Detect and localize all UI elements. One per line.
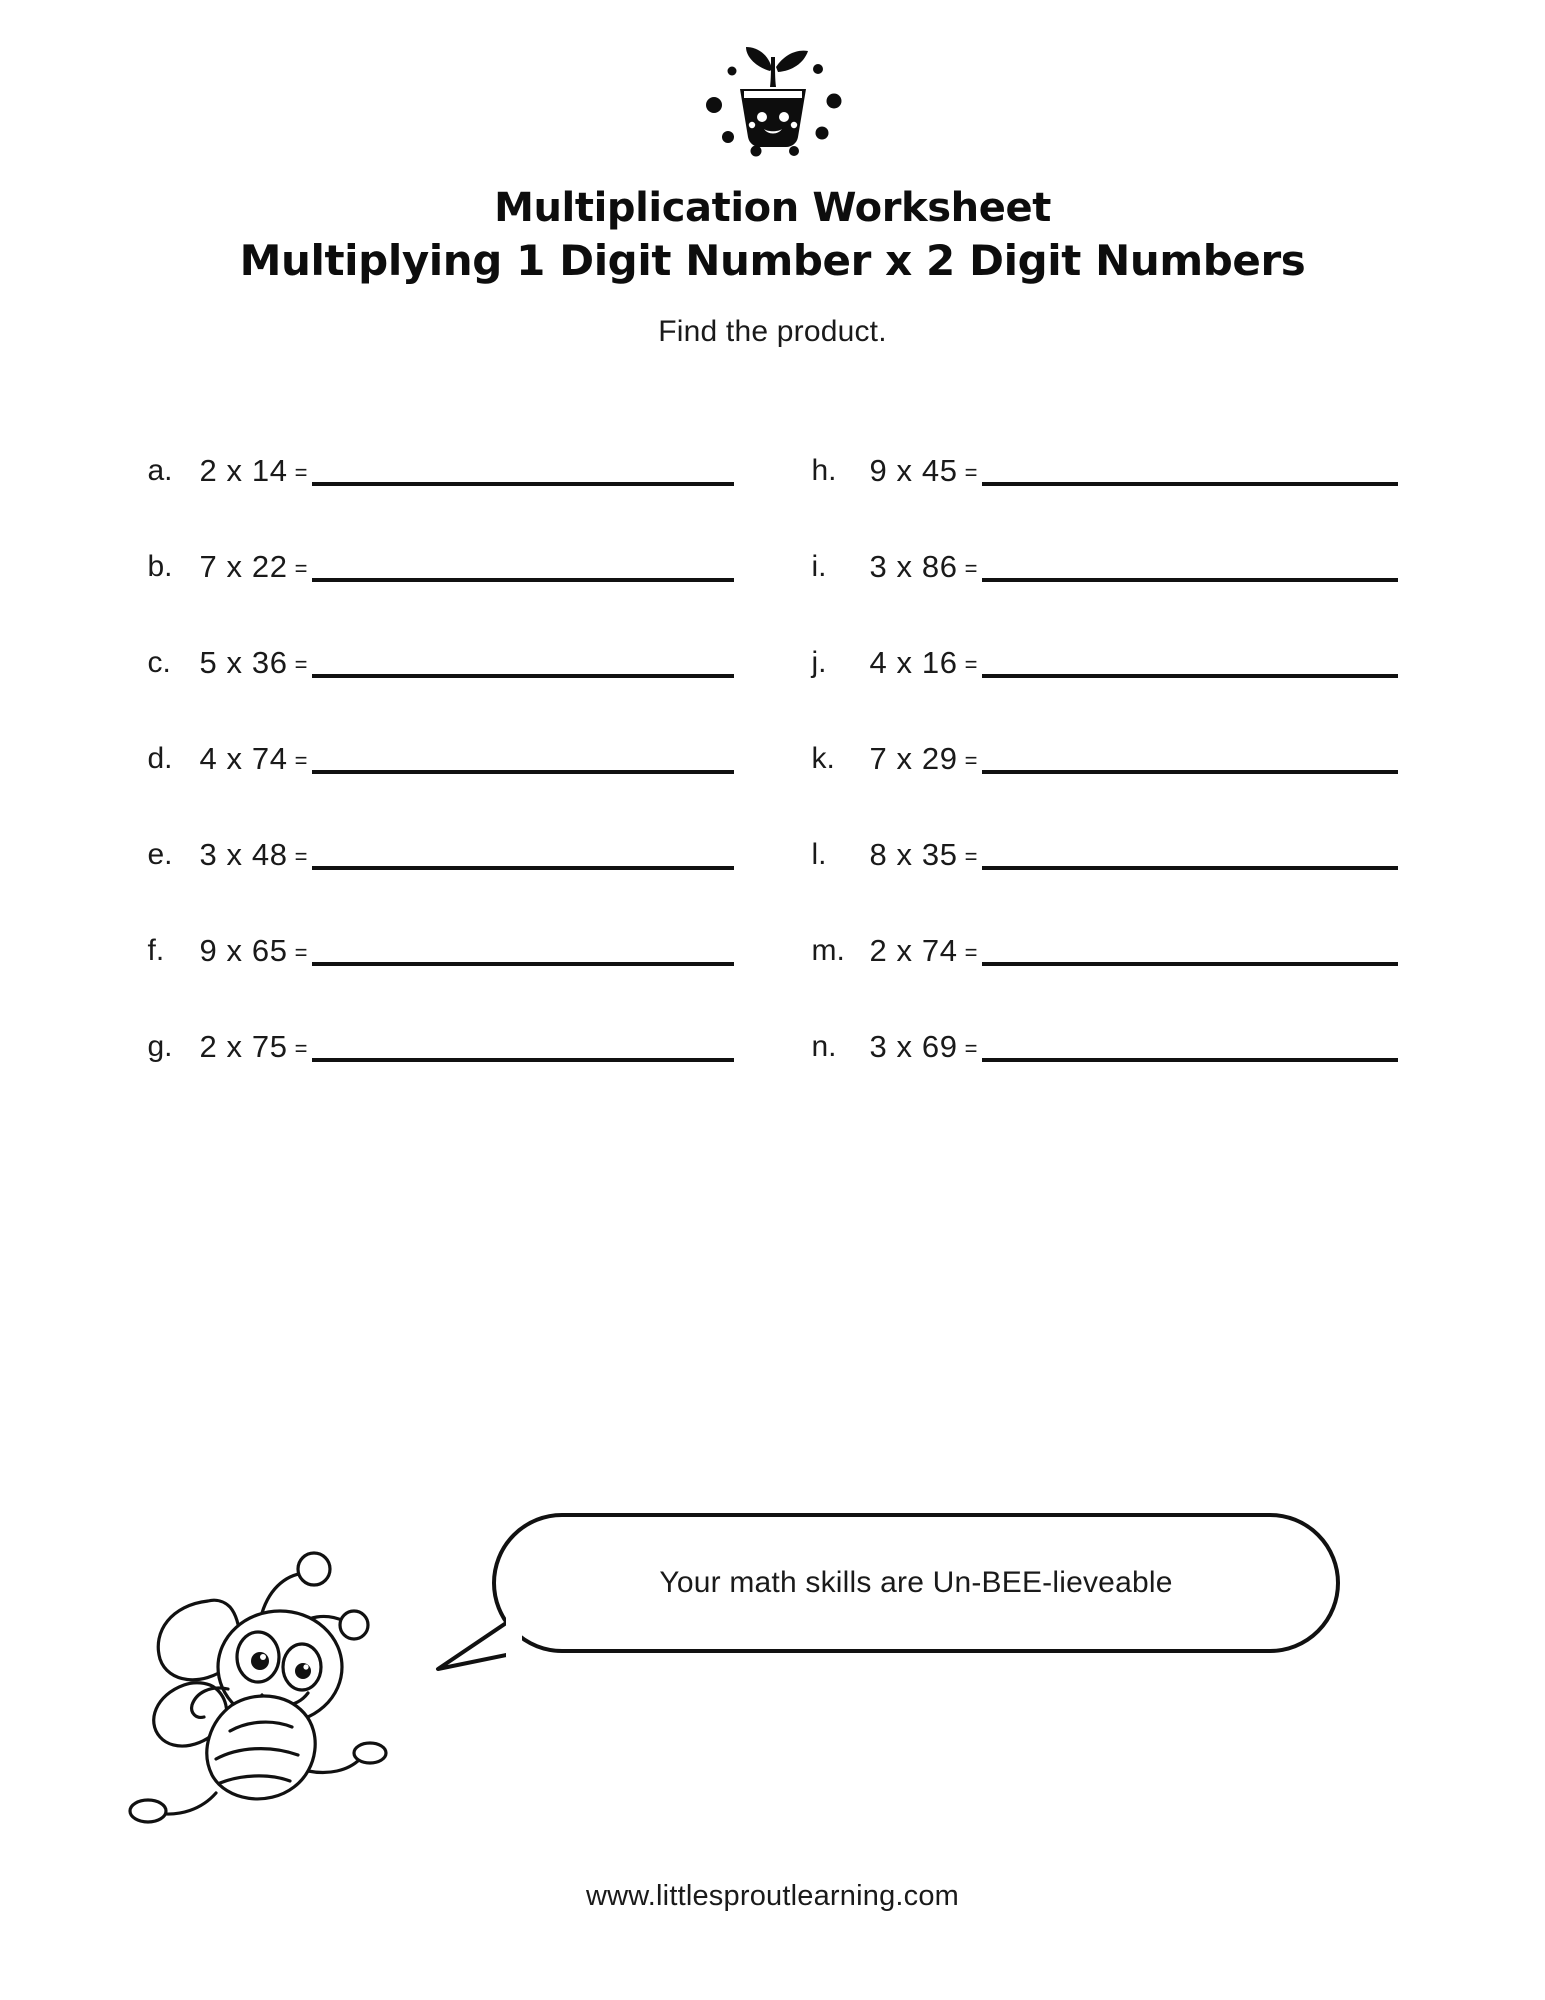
problem-label: l. — [811, 837, 827, 871]
problem-expression: 2 x 75 — [199, 1028, 288, 1064]
answer-blank[interactable] — [982, 1058, 1397, 1062]
answer-blank[interactable] — [982, 482, 1397, 486]
problem-row — [148, 615, 734, 711]
answer-blank[interactable] — [312, 482, 733, 486]
equals-sign: = — [294, 939, 308, 965]
answer-blank[interactable] — [982, 866, 1397, 870]
problems-left-column — [148, 423, 734, 1095]
problem-row — [812, 615, 1398, 711]
equals-sign: = — [294, 843, 308, 869]
speech-bubble — [492, 1513, 1340, 1653]
answer-blank[interactable] — [982, 578, 1397, 582]
answer-blank[interactable] — [312, 578, 733, 582]
problem-row — [148, 519, 734, 615]
problem-label: c. — [147, 645, 171, 679]
mascot-zone — [0, 1505, 1545, 1865]
equals-sign: = — [964, 939, 978, 965]
problem-expression: 4 x 74 — [199, 740, 288, 776]
problem-label: n. — [811, 1029, 837, 1063]
page-title — [0, 185, 1545, 285]
problem-row — [148, 423, 734, 519]
answer-blank[interactable] — [312, 962, 733, 966]
problems-right-column — [812, 423, 1398, 1095]
problem-row — [812, 423, 1398, 519]
problem-expression: 3 x 69 — [869, 1028, 958, 1064]
equals-sign: = — [964, 651, 978, 677]
problem-expression: 3 x 86 — [869, 548, 958, 584]
problem-expression: 2 x 14 — [199, 452, 288, 488]
equals-sign: = — [294, 459, 308, 485]
problem-expression: 7 x 29 — [869, 740, 958, 776]
equals-sign: = — [964, 1035, 978, 1061]
problem-row — [812, 903, 1398, 999]
instruction-text: Find the product. — [658, 314, 887, 348]
answer-blank[interactable] — [982, 674, 1397, 678]
equals-sign: = — [964, 843, 978, 869]
problem-label: i. — [811, 549, 827, 583]
equals-sign: = — [294, 747, 308, 773]
equals-sign: = — [294, 651, 308, 677]
answer-blank[interactable] — [982, 962, 1397, 966]
speech-bubble-text: Your math skills are Un-BEE-lieveable — [659, 1566, 1173, 1599]
answer-blank[interactable] — [312, 1058, 733, 1062]
problem-row — [812, 807, 1398, 903]
problem-row — [812, 999, 1398, 1095]
title-line-2: Multiplying 1 Digit Number x 2 Digit Numbers — [239, 235, 1306, 285]
problem-row — [148, 903, 734, 999]
problem-expression: 8 x 35 — [869, 836, 958, 872]
problem-label: f. — [147, 933, 165, 967]
equals-sign: = — [964, 459, 978, 485]
problem-expression: 9 x 65 — [199, 932, 288, 968]
equals-sign: = — [964, 747, 978, 773]
speech-bubble-tail-icon — [432, 1613, 522, 1675]
problem-label: d. — [147, 741, 173, 775]
problem-row — [812, 711, 1398, 807]
equals-sign: = — [964, 555, 978, 581]
problem-label: j. — [811, 645, 827, 679]
problem-expression: 3 x 48 — [199, 836, 288, 872]
problem-label: k. — [811, 741, 835, 775]
footer-website[interactable]: www.littlesproutlearning.com — [585, 1880, 960, 1912]
title-line-1: Multiplication Worksheet — [494, 185, 1051, 231]
answer-blank[interactable] — [312, 770, 733, 774]
bee-mascot-icon — [112, 1535, 412, 1825]
problem-expression: 9 x 45 — [869, 452, 958, 488]
sprout-in-pot-logo-icon — [698, 41, 848, 161]
problem-expression: 4 x 16 — [869, 644, 958, 680]
problems-grid — [148, 423, 1398, 1095]
answer-blank[interactable] — [982, 770, 1397, 774]
brand-logo — [688, 38, 858, 163]
problem-expression: 5 x 36 — [199, 644, 288, 680]
problem-label: h. — [811, 453, 837, 487]
problem-expression: 2 x 74 — [869, 932, 958, 968]
problem-row — [148, 807, 734, 903]
problem-label: b. — [147, 549, 173, 583]
problem-row — [148, 999, 734, 1095]
equals-sign: = — [294, 1035, 308, 1061]
answer-blank[interactable] — [312, 674, 733, 678]
problem-label: g. — [147, 1029, 173, 1063]
answer-blank[interactable] — [312, 866, 733, 870]
problem-expression: 7 x 22 — [199, 548, 288, 584]
problem-label: m. — [811, 933, 845, 967]
problem-row — [148, 711, 734, 807]
problem-label: e. — [147, 837, 173, 871]
problem-row — [812, 519, 1398, 615]
equals-sign: = — [294, 555, 308, 581]
problem-label: a. — [147, 453, 173, 487]
